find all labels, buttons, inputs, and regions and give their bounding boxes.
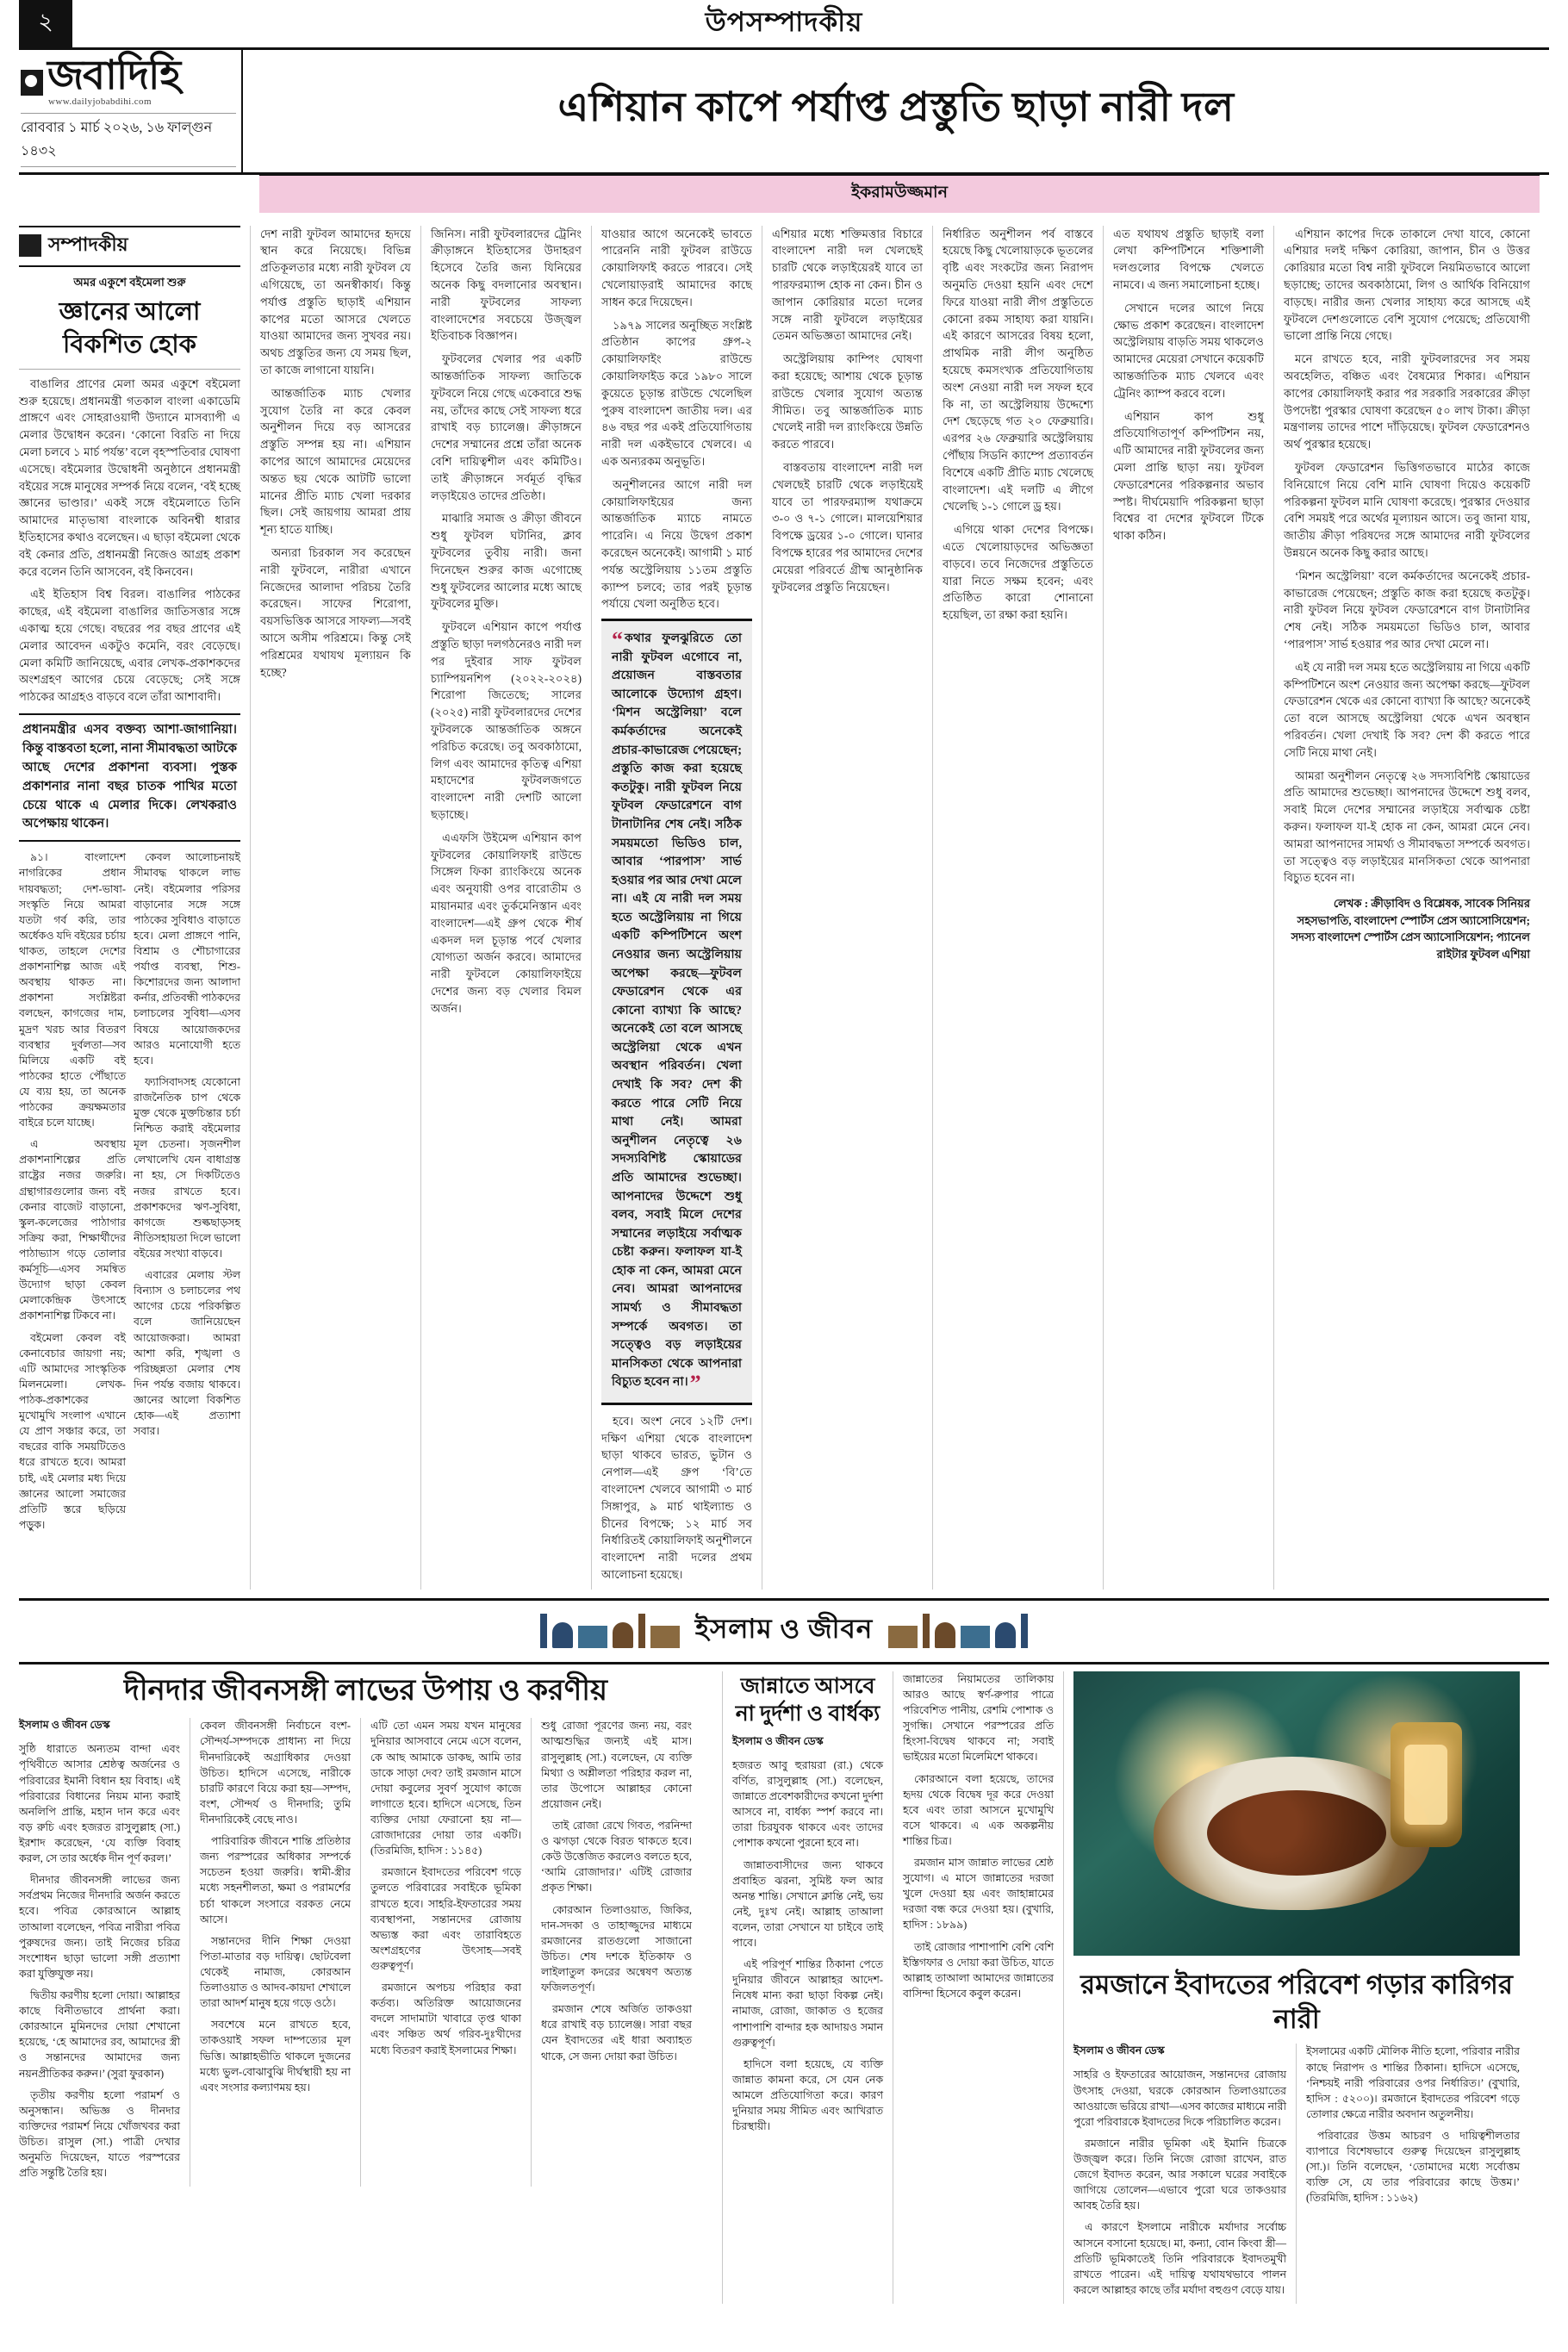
ramadan-photo xyxy=(1073,1671,1520,1956)
islam-paragraph: জান্নাতের নিয়ামতের তালিকায় আরও আছে স্বর্ণ-রুপার পাত্রে পরিবেশিত পানীয়, রেশমি পোশাক ও সুগন্ধি। সেখানে পরস্পরের প্রতি হিংসা-বিদ্বেষ থাকবে না; সবাই ভাইয়ের মতো মিলেমিশে থাকবে। xyxy=(903,1672,1054,1764)
lead-column-7 xyxy=(1273,226,1530,1590)
editorial-subcolumn-left xyxy=(19,849,126,1539)
islam-paragraph: শুধু রোজা পূরণের জন্য নয়, বরং আত্মশুদ্ধির জন্যই এই মাস। রাসুলুল্লাহ (সা.) বলেছেন, যে ব্যক্তি মিথ্যা ও অশ্লীলতা পরিহার করল না, তার উপোসে আল্লাহর কোনো প্রয়োজন নেই। xyxy=(541,1720,692,1810)
lead-paragraph: এশিয়ার মধ্যে শক্তিমত্তার বিচারে বাংলাদেশ নারী দল খেলছেই চারটি থেকে লড়াইয়েরই যাবে তা পারফরম্যান্স হোক না কেন। চীন ও জাপান কোরিয়ার মতো দলের সঙ্গে নারী ফুটবলে লড়াইয়ের তেমন অভিজ্ঞতা আমাদের নেই। xyxy=(772,227,923,343)
lead-column-2 xyxy=(420,226,591,1590)
quote-close-icon: ” xyxy=(689,1371,701,1397)
lead-paragraph: হবে। অংশ নেবে ১২টি দেশ। দক্ষিণ এশিয়া থেকে বাংলাদেশ ছাড়া থাকবে ভারত, ভুটান ও নেপাল—এই গ্রুপ ‘বি’তে বাংলাদেশ খেলবে আগামী ৩ মার্চ সিঙ্গাপুর, ৯ মার্চ থাইল্যান্ড ও চীনের বিপক্ষে; ১২ মার্চ সব নির্ধারিতই কোয়ালিফাই অনুশীলনে বাংলাদেশ নারী দলের প্রথম আলোচনা হয়েছে। xyxy=(601,1414,753,1582)
islam-paragraph: হজরত আবু হুরায়রা (রা.) থেকে বর্ণিত, রাসুলুল্লাহ (সা.) বলেছেন, জান্নাতে প্রবেশকারীদের কখনো দুর্দশা আসবে না, বার্ধক্য স্পর্শ করবে না। তারা চিরযুবক থাকবে এবং তাদের পোশাক কখনো পুরনো হবে না। xyxy=(732,1758,884,1850)
lead-paragraph: যাওয়ার আগে অনেকেই ভাবতে পারেননি নারী ফুটবল রাউডে কোয়ালিফাই করতে পারবে। সেই খেলোয়াড়রাই আমাদের কাছে সাধন করে দিয়েছেন। xyxy=(601,227,752,308)
lead-paragraph: আন্তর্জাতিক ম্যাচ খেলার সুযোগ তৈরি না করে কেবল অনুশীলন দিয়ে বড় আসরের প্রস্তুতি সম্পন্ন হয় না। এশিয়ান কাপের আগে আমাদের মেয়েদের অন্তত ছয় থেকে আটটি ভালো মানের প্রীতি ম্যাচ খেলা দরকার ছিল। সেই জায়গায় আমরা প্রায় শূন্য হাতে যাচ্ছি। xyxy=(260,386,411,537)
editorial-paragraph: এবারের মেলায় স্টল বিন্যাস ও চলাচলের পথ আগের চেয়ে পরিকল্পিত বলে জানিয়েছেন আয়োজকরা। আমরা আশা করি, শৃঙ্খলা ও পরিচ্ছন্নতা মেলার শেষ দিন পর্যন্ত বজায় থাকবে। জ্ঞানের আলো বিকশিত হোক—এই প্রত্যাশা সবার। xyxy=(134,1269,240,1438)
lead-paragraph: এএফসি উইমেন্স এশিয়ান কাপ ফুটবলের কোয়ালিফাই রাউন্ডে সিঙ্গেল ফিকা র‍্যাংকিংয়ে অনেক এবং অনুযায়ী ওপর বারোতীম ও মায়ানমার এবং তুর্কমেনিস্তান এবং বাংলাদেশ—এই গ্রুপ থেকে শীর্ষ একদল দল চূড়ান্ত পর্বে খেলার যোগ্যতা অর্জন করবে। আমাদের নারী ফুটবলে কোয়ালিফাইয়ে দেশের জন্য বড় খেলার বিমল অর্জন। xyxy=(431,831,582,1015)
lead-paragraph: মাঝারি সমাজ ও ক্রীড়া জীবনে শুধু ফুটবল ঘটানির, ক্লাব ফুটবলের তুবীয় নারী। জনা দিনেছেন শুরুর কাজ এগোচ্ছে শুধু ফুটবলের আলোর মধ্যে আছে ফুটবলের মুক্তি। xyxy=(431,512,582,611)
islam-left-headline: দীনদার জীবনসঙ্গী লাভের উপায় ও করণীয় xyxy=(123,1674,608,1707)
byline-spacer xyxy=(19,175,250,221)
editorial-paragraph: কেবল আলোচনায়ই সীমাবদ্ধ থাকলে লাভ নেই। বইমেলার পরিসর বাড়ানোর সঙ্গে সঙ্গে পাঠকের সুবিধাও বাড়াতে হবে। মেলা প্রাঙ্গণে পানি, বিশ্রাম ও শৌচাগারের পর্যাপ্ত ব্যবস্থা, শিশু-কিশোরদের জন্য আলাদা কর্নার, প্রতিবন্ধী পাঠকদের চলাচলের সুবিধা—এসব বিষয়ে আয়োজকদের আরও মনোযোগী হতে হবে। xyxy=(134,851,240,1067)
islam-paragraph: সন্তানদের দীনি শিক্ষা দেওয়া পিতা-মাতার বড় দায়িত্ব। ছোটবেলা থেকেই নামাজ, কোরআন তিলাওয়াত ও আদব-কায়দা শেখালে তারা আদর্শ মানুষ হয়ে গড়ে ওঠে। xyxy=(200,1934,351,2010)
islam-paragraph: পরিবারের উত্তম আচরণ ও দায়িত্বশীলতার ব্যাপারে বিশেষভাবে গুরুত্ব দিয়েছেন রাসুলুল্লাহ (সা.)। তিনি বলেছেন, ‘তোমাদের মধ্যে সর্বোত্তম ব্যক্তি সে, যে তার পরিবারের কাছে উত্তম।’ (তিরমিজি, হাদিস : ১১৬২) xyxy=(1306,2129,1520,2205)
lead-column-6 xyxy=(1103,226,1273,1590)
islam-paragraph: দ্বিতীয় করণীয় হলো দোয়া। আল্লাহর কাছে বিনীতভাবে প্রার্থনা করা। কোরআনে মুমিনদের দোয়া শেখানো হয়েছে, ‘হে আমাদের রব, আমাদের স্ত্রী ও সন্তানদের আমাদের জন্য নয়নপ্রীতিকর করুন।’ (সুরা ফুরকান) xyxy=(19,1988,180,2080)
islam-left-col-2 xyxy=(190,1718,360,2187)
islam-paragraph: তৃতীয় করণীয় হলো পরামর্শ ও অনুসন্ধান। অভিজ্ঞ ও দীনদার ব্যক্তিদের পরামর্শ নিয়ে খোঁজখবর করা উচিত। রাসুল (সা.) পাত্রী দেখার অনুমতি দিয়েছেন, যাতে পরস্পরের প্রতি সন্তুষ্টি তৈরি হয়। xyxy=(19,2088,180,2180)
lead-paragraph: এত যথাযথ প্রস্তুতি ছাড়াই বলা লেখা কম্পিটিশনে শক্তিশালী দলগুলোর বিপক্ষে খেলতে নামবে। এ জন্য সমালোচনা হচ্ছে। xyxy=(1113,227,1264,292)
lead-column-5 xyxy=(932,226,1103,1590)
islam-paragraph: রমজানে অপচয় পরিহার করা কর্তব্য। অতিরিক্ত আয়োজনের বদলে সাদামাটা খাবারে তৃপ্ত থাকা এবং সঞ্চিত অর্থ গরিব-দুঃখীদের মধ্যে বিতরণ করাই ইসলামের শিক্ষা। xyxy=(370,1982,521,2056)
editorial-subcolumns xyxy=(19,849,240,1539)
lead-paragraph: ফুটবল ফেডারেশন ভিত্তিগতভাবে মাঠের কাজে বিনিয়োগে নিয়ে বেশি মানি ঘোষণা দিয়েও কয়েকটি পরিকল্পনা ফুটবল মানি ঘোষণা করেছে। পুরস্কার দেওয়ার বেশি সময়ই পরে অর্থের মূল্যায়ন আসে। তবু জানা যায়, জাতীয় ক্রীড়া পরিষদের সঙ্গে আমাদের নারী ফুটবলের উন্নয়নে অনেক কিছু করার আছে। xyxy=(1284,461,1530,559)
lead-paragraph: জিনিস। নারী ফুটবলারদের ট্রেনিং ক্রীড়াঙ্গনে ইতিহাসের উদাহরণ হিসেবে তৈরি জন্য যিনিয়ের অনেক কিছু বদলানোর অবস্থান। নারী ফুটবলের সাফল্য বাংলাদেশের সবচেয়ে উজ্জ্বল ইতিবাচক বিজ্ঞাপন। xyxy=(431,227,582,343)
lead-paragraph: মনে রাখতে হবে, নারী ফুটবলারদের সব সময় অবহেলিত, বঞ্চিত এবং বৈষম্যের শিকার। এশিয়ান কাপের কোয়ালিফাই করার পর সরকারি সরকারের ক্রীড়া উপদেষ্টা পুরস্কার ঘোষণা করেছেন ৫০ লাখ টাকা। ক্রীড়া মন্ত্রণালয় তাদের পাশে দাঁড়িয়েছে। ফুটবল ফেডারেশনও অর্থ পুরস্কার হয়েছে। xyxy=(1284,352,1530,451)
islam-band-title: ইসলাম ও জীবন xyxy=(694,1614,874,1645)
lead-column-4 xyxy=(762,226,932,1590)
editorial-column xyxy=(19,226,250,1590)
islam-paragraph: রমজানে নারীর ভূমিকা এই ইমানি চিত্রকে উজ্জ্বল করে। তিনি নিজে রোজা রাখেন, রাত জেগে ইবাদত করেন, আর সকালে ঘরের সবাইকে জাগিয়ে তোলেন—এভাবে পুরো ঘরে তাকওয়ার আবহ তৈরি হয়। xyxy=(1073,2137,1286,2212)
lead-paragraph: সেখানে দলের আগে নিয়ে ক্ষোভ প্রকাশ করেছেন। বাংলাদেশ অস্ট্রেলিয়ায় বাড়তি সময় থাকলেও আমাদের মেয়েরা সেখানে কয়েকটি আন্তর্জাতিক ম্যাচ খেলবে এবং ট্রেনিং ক্যাম্প করবে বলে। xyxy=(1113,301,1264,400)
islam-paragraph: কোরআন তিলাওয়াত, জিকির, দান-সদকা ও তাহাজ্জুদের মাধ্যমে রমজানের রাতগুলো সাজানো উচিত। শেষ দশকে ইতিকাফ ও লাইলাতুল কদরের অন্বেষণ অত্যন্ত ফজিলতপূর্ণ। xyxy=(541,1903,692,1994)
islam-paragraph: হাদিসে বলা হয়েছে, যে ব্যক্তি জান্নাত কামনা করে, সে যেন নেক আমলে প্রতিযোগিতা করে। কারণ দুনিয়ার সময় সীমিত এবং আখিরাত চিরস্থায়ী। xyxy=(732,2057,883,2133)
lead-paragraph: অনুশীলনের আগে নারী দল কোয়ালিফাইয়ের জন্য আন্তর্জাতিক ম্যাচে নামতে পারেনি। এ নিয়ে উদ্বেগ প্রকাশ করেছেন অনেকেই। আগামী ১ মার্চ পর্যন্ত অস্ট্রেলিয়ায় ১১তম প্রস্তুতি ক্যাম্প চলবে; তার পরই চূড়ান্ত পর্যায়ে খেলা অনুষ্ঠিত হবে। xyxy=(601,477,752,611)
islam-paragraph: রমজান মাস জান্নাত লাভের শ্রেষ্ঠ সুযোগ। এ মাসে জান্নাতের দরজা খুলে দেওয়া হয় এবং জাহান্নামের দরজা বন্ধ করে দেওয়া হয়। (বুখারি, হাদিস : ১৮৯৯) xyxy=(903,1857,1054,1932)
islam-mid-article-col2 xyxy=(893,1671,1063,2304)
quote-open-icon: “ xyxy=(612,627,623,653)
lead-paragraph: দেশ নারী ফুটবল আমাদের হৃদয়ে স্থান করে নিয়েছে। বিভিন্ন প্রতিকূলতার মধ্যে নারী ফুটবল যে এগিয়েছে, তা অনস্বীকার্য। কিন্তু পর্যাপ্ত প্রস্তুতি ছাড়াই এশিয়ান কাপের মতো আসরে খেলতে যাওয়া আমাদের জন্য সুখবর নয়। অথচ প্রস্তুতির জন্য যে সময় ছিল, তা কাজে লাগানো যায়নি। xyxy=(260,227,411,377)
islam-grid xyxy=(19,1664,1549,2304)
islam-left-col-1 xyxy=(19,1718,190,2187)
islam-left-article xyxy=(19,1671,722,2304)
logo-wordmark: জবাদিহি xyxy=(47,53,181,98)
islam-paragraph: এটি তো এমন সময় যখন মানুষের দুনিয়ার আসবাবে নেমে এসে বলেন, কে আছ আমাকে ডাকছ, আমি তার ডাকে সাড়া দেব? তাই রমজান মাসে দোয়া কবুলের সুবর্ণ সুযোগ কাজে লাগাতে হবে। হাদিসে এসেছে, তিন ব্যক্তির দোয়া ফেরানো হয় না—রোজাদারের দোয়া তার একটি। (তিরমিজি, হাদিস : ১১৪৫) xyxy=(370,1720,521,1857)
masthead-logo[interactable] xyxy=(19,50,241,172)
section-title: উপসম্পাদকীয় xyxy=(705,6,863,37)
logo-website-url[interactable]: www.dailyjobabdihi.com xyxy=(48,96,152,107)
islam-right-col-2 xyxy=(1296,2044,1520,2304)
flag-icon xyxy=(21,70,43,96)
islam-paragraph: সবশেষে মনে রাখতে হবে, তাকওয়াই সফল দাম্পত্যের মূল ভিত্তি। আল্লাহভীতি থাকলে দুজনের মধ্যে ভুল-বোঝাবুঝি দীর্ঘস্থায়ী হয় না এবং সংসার কল্যাণময় হয়। xyxy=(200,2019,351,2094)
editorial-paragraph: ফ্যাসিবাদসহ যেকোনো রাজনৈতিক চাপ থেকে মুক্ত থেকে মুক্তচিন্তার চর্চা নিশ্চিত করাই বইমেলার মূল চেতনা। সৃজনশীল লেখালেখি যেন বাধাগ্রস্ত না হয়, সে দিকটিতেও নজর রাখতে হবে। প্রকাশকদের ঋণ-সুবিধা, কাগজে শুল্কছাড়সহ নীতিসহায়তা দিলে ভালো বইয়ের সংখ্যা বাড়বে। xyxy=(134,1075,240,1260)
editorial-tag-label: সম্পাদকীয় xyxy=(48,233,128,255)
islam-right-headline: রমজানে ইবাদতের পরিবেশ গড়ার কারিগর নারী xyxy=(1080,1969,1513,2035)
lead-paragraph: বাস্তবতায় বাংলাদেশ নারী দল খেলছেই চারটি থেকে লড়াইয়েই যাবে তা পারফরম্যান্স যথাক্রমে ৩-০ ও ৭-১ গোলে। মালয়েশিয়ার বিপক্ষে ড্রয়ের ১-০ গোলে। ঘানার বিপক্ষে হারের পর আমাদের দেশের মেয়েরা পরিবর্তে গ্রীষ্ম আনুষ্ঠানিক ফুটবলের প্রস্তুতি নিয়েছেন। xyxy=(772,461,923,594)
page-number: ২ xyxy=(19,0,72,48)
islam-paragraph: তাই রোজা রেখে গিবত, পরনিন্দা ও ঝগড়া থেকে বিরত থাকতে হবে। কেউ উত্তেজিত করলেও বলতে হবে, ‘আমি রোজাদার।’ এটিই রোজার প্রকৃত শিক্ষা। xyxy=(541,1820,692,1895)
editorial-mark-icon xyxy=(19,234,41,257)
islam-paragraph: সাহরি ও ইফতারের আয়োজন, সন্তানদের রোজায় উৎসাহ দেওয়া, ঘরকে কোরআন তিলাওয়াতের আওয়াজে ভরিয়ে রাখা—এসব কাজের মাধ্যমে নারী পুরো পরিবারকে ইবাদতের দিকে পরিচালিত করেন। xyxy=(1073,2069,1286,2128)
islam-paragraph: দীনদার জীবনসঙ্গী লাভের জন্য সর্বপ্রথম নিজের দীনদারি অর্জন করতে হবে। পবিত্র কোরআনে আল্লাহ তাআলা বলেছেন, পবিত্র নারীরা পবিত্র পুরুষদের জন্য। তাই নিজের চরিত্র সংশোধন ছাড়া ভালো সঙ্গী প্রত্যাশা করা যুক্তিযুক্ত নয়। xyxy=(19,1874,180,1980)
islam-left-desk: ইসলাম ও জীবন ডেস্ক xyxy=(19,1719,110,1732)
islam-paragraph: রমজান শেষে অর্জিত তাকওয়া ধরে রাখাই বড় চ্যালেঞ্জ। সারা বছর যেন ইবাদতের এই ধারা অব্যাহত থাকে, সে জন্য দোয়া করা উচিত। xyxy=(541,2003,692,2063)
editorial-paragraph: ৯১। বাংলাদেশ নাগরিকের প্রধান দায়বদ্ধতা; দেশ-ভাষা-সংস্কৃতি নিয়ে আমরা যতটা গর্ব করি, তার অর্ধেকও যদি বইয়ের চর্চায় থাকত, তাহলে দেশের প্রকাশনাশিল্প আজ এই অবস্থায় থাকত না। প্রকাশনা সংশ্লিষ্টরা বলছেন, কাগজের দাম, মুদ্রণ খরচ আর বিতরণ ব্যবস্থার দুর্বলতা—সব মিলিয়ে একটি বই পাঠকের হাতে পৌঁছাতে যে ব্যয় হয়, তা অনেক পাঠকের ক্রয়ক্ষমতার বাইরে চলে যাচ্ছে। xyxy=(19,851,126,1129)
islam-right-col-1 xyxy=(1073,2044,1296,2304)
lead-column-1 xyxy=(250,226,420,1590)
lead-quote-box xyxy=(601,619,752,1405)
editorial-kicker: অমর একুশে বইমেলা শুরু xyxy=(73,275,186,289)
islam-right-columns xyxy=(1073,2044,1520,2304)
islam-mid-headline: জান্নাতে আসবে না দুর্দশা ও বার্ধক্য xyxy=(735,1674,880,1727)
lead-paragraph: ‘মিশন অস্ট্রেলিয়া’ বলে কর্মকর্তাদের অনেকেই প্রচার-কাভারেজ পেয়েছেন; প্রস্তুতি কাজ করা হয়েছে কতটুকু। নারী ফুটবল নিয়ে ফুটবল ফেডারেশনে বাগ টানাটানির শেষ নেই। সঠিক সময়মতো ভিডিও চাল, আবার ‘পারপাস’ সার্ভ হওয়ার পর আর দেখা মেলে না। xyxy=(1284,569,1530,650)
lead-author-note: লেখক : ক্রীড়াবিদ ও বিশ্লেষক, সাবেক সিনিয়র সহসভাপতি, বাংলাদেশ স্পোর্টস প্রেস অ্যাসোসিয়েশন; সদস্য বাংলাদেশ স্পোর্টস প্রেস অ্যাসোসিয়েশন; প্যানেল রাইটার ফুটবল এশিয়া xyxy=(1291,897,1530,961)
logo-mark xyxy=(21,53,236,98)
islam-left-columns xyxy=(19,1718,712,2187)
lead-paragraph: নির্ধারিত অনুশীলন পর্ব বাস্তবে হয়েছে কিছু খেলোয়াড়কে ভূতলের বৃষ্টি এবং সংকটের জন্য নিরাপদ অনুমতি দেওয়া হয়নি এবং দেশে ফিরে যাওয়া নারী লীগ প্রস্তুতিতে কোনো রকম সাহায্য করা যায়নি। এই কারণে আসরের বিষয় হলো, প্রাথমিক নারী লীগ অনুষ্ঠিত হয়েছে কমসংখ্যক প্রতিযোগিতায় অংশ নেওয়া নারী দল সফল হবে কি না, তা অস্ট্রেলিয়ায় উদ্দেশ্যে দেশ ছেড়েছে গত ২০ ফেব্রুয়ারি। এরপর ২৬ ফেব্রুয়ারি অস্ট্রেলিয়ায় পৌঁছায় সিডনি ক্যাম্পে প্রত্যাবর্তন বিশেষে একটি প্রীতি ম্যাচ খেলেছে বাংলাদেশ। এই দলটি এ লীগে খেলেছি ১-১ গোলে ড্র হয়। xyxy=(943,227,1093,513)
lead-paragraph: এই যে নারী দল সময় হতে অস্ট্রেলিয়ায় না গিয়ে একটি কম্পিটিশনে অংশ নেওয়ার জন্য অপেক্ষা করছে—ফুটবল ফেডারেশন থেকে এর কোনো ব্যাখ্যা কি আছে? অনেকেই তো বলে আসছে অস্ট্রেলিয়া থেকে এখন অবস্থান পরিবর্তন। খেলা দেখাই কি সব? দেশ কী করতে পারে সেটি নিয়ে মাথা নেই। xyxy=(1284,660,1530,759)
lead-paragraph: এশিয়ান কাপের দিকে তাকালে দেখা যাবে, কোনো এশিয়ার দলই দক্ষিণ কোরিয়া, জাপান, চীন ও উত্তর কোরিয়ার মতো বিশ্ব নারী ফুটবলে নিয়মিতভাবে আলো ছড়াচ্ছে; তাদের অবকাঠামো, লিগ ও আর্থিক বিনিয়োগ বাড়ছে। নারীর জন্য খেলার সাহায্য করে আসছে এই ফুটবলে দেশগুলোতে বেশি সুযোগ পেয়েছে; প্রতিযোগী ভালো প্রান্তি নিয়ে গেছে। xyxy=(1284,227,1530,343)
islam-paragraph: তাই রোজার পাশাপাশি বেশি বেশি ইস্তিগফার ও দোয়া করা উচিত, যাতে আল্লাহ তাআলা আমাদের জান্নাতের বাসিন্দা হিসেবে কবুল করেন। xyxy=(903,1940,1054,2000)
islam-paragraph: রমজানে ইবাদতের পরিবেশ গড়ে তুলতে পরিবারের সবাইকে ভূমিকা রাখতে হবে। সাহরি-ইফতারের সময় ব্যবস্থাপনা, সন্তানদের রোজায় অভ্যস্ত করা এবং তারাবিহতে অংশগ্রহণের উৎসাহ—সবই গুরুত্বপূর্ণ। xyxy=(370,1866,521,1972)
lead-paragraph: আমরা অনুশীলন নেতৃত্বে ২৬ সদস্যবিশিষ্ট স্কোয়াডের প্রতি আমাদের শুভেচ্ছা। আপনাদের উদ্দেশে শুধু বলব, সবাই মিলে দেশের সম্মানের লড়াইয়ে সর্বাত্মক চেষ্টা করুন। ফলাফল যা-ই হোক না কেন, আমরা মেনে নেব। আমরা আপনাদের সামর্থ্য ও সীমাবদ্ধতা সম্পর্কে অবগত। তা সত্ত্বেও বড় লড়াইয়ের মানসিকতা থেকে আপনারা বিচ্যুত হবেন না। xyxy=(1284,768,1530,885)
lead-quote-text: “ কথার ফুলঝুরিতে তো নারী ফুটবল এগোবে না, প্রয়োজন বাস্তবতার আলোকে উদ্যোগ গ্রহণ। ‘মিশন অস্ট্রেলিয়া’ বলে কর্মকর্তাদের অনেকেই প্রচার-কাভারেজ পেয়েছেন; প্রস্তুতি কাজ করা হয়েছে কতটুকু। নারী ফুটবল নিয়ে ফুটবল ফেডারেশনে বাগ টানাটানির শেষ নেই। সঠিক সময়মতো ভিডিও চাল, আবার ‘পারপাস’ সার্ভ হওয়ার পর আর দেখা মেলে না। এই যে নারী দল সময় হতে অস্ট্রেলিয়ায় না গিয়ে একটি কম্পিটিশনে অংশ নেওয়ার জন্য অস্ট্রেলিয়ায় অপেক্ষা করছে—ফুটবল ফেডারেশন থেকে এর কোনো ব্যাখ্যা কি আছে? অনেকেই তো বলে আসছে অস্ট্রেলিয়া থেকে এখন অবস্থান পরিবর্তন। খেলা দেখাই কি সব? দেশ কী করতে পারে সেটি নিয়ে মাথা নেই। আমরা অনুশীলন নেতৃত্বে ২৬ সদস্যবিশিষ্ট স্কোয়াডের প্রতি আমাদের শুভেচ্ছা। আপনাদের উদ্দেশে শুধু বলব, সবাই মিলে দেশের সম্মানের লড়াইয়ে সর্বাত্মক চেষ্টা করুন। ফলাফল যা-ই হোক না কেন, আমরা মেনে নেব। আমরা আপনাদের সামর্থ্য ও সীমাবদ্ধতা সম্পর্কে অবগত। তা সত্ত্বেও বড় লড়াইয়ের মানসিকতা থেকে আপনারা বিচ্যুত হবেন না।” xyxy=(612,627,742,1397)
editorial-subcolumn-right xyxy=(134,849,240,1539)
lead-paragraph: অন্যরা চিরকাল সব করেছেন নারী ফুটবলে, নারীরা এখানে নিজেদের আলাদা পরিচয় তৈরি করেছেন। সাফের শিরোপা, বয়সভিত্তিক আসরে সাফল্য—সবই আসে অসীম পরিশ্রমে। কিন্তু সেই পরিশ্রমের যথাযথ মূল্যায়ন কি হচ্ছে? xyxy=(260,545,412,679)
islam-paragraph: ইসলামের একটি মৌলিক নীতি হলো, পরিবার নারীর কাছে নিরাপদ ও শান্তির ঠিকানা। হাদিসে এসেছে, ‘নিশ্চয়ই নারী পরিবারের ওপর নির্ধারিত।’ (বুখারি, হাদিস : ৫২০০)। রমজানে ইবাদতের পরিবেশ গড়ে তোলার ক্ষেত্রে নারীর অবদান অতুলনীয়। xyxy=(1306,2045,1520,2120)
main-body-grid xyxy=(19,221,1549,1590)
editorial-paragraph: এ অবস্থায় প্রকাশনাশিল্পের প্রতি রাষ্ট্রের নজর জরুরি। গ্রন্থাগারগুলোর জন্য বই কেনার বাজেট বাড়ানো, স্কুল-কলেজের পাঠাগার সক্রিয় করা, শিক্ষার্থীদের পাঠাভ্যাস গড়ে তোলার কর্মসূচি—এসব সমন্বিত উদ্যোগ ছাড়া কেবল মেলাকেন্দ্রিক উৎসাহে প্রকাশনাশিল্প টিকবে না। xyxy=(19,1138,126,1322)
lead-paragraph: ১৯৭৯ সালের অনুচ্ছিত সংশ্লিষ্ট প্রতিষ্ঠান কাপের গ্রুপ-২ কোয়ালিফাইং রাউন্ডে কোয়ালিফাইড করে ১৯৮০ সালে কুয়েতে চূড়ান্ত রাউন্ডে খেলেছিল পুরুষ বাংলাদেশ জাতীয় দল। এর ৪৬ বছর পর একই প্রতিযোগিতায় নারী দল একইভাবে খেলবে। এ এক অন্যরকম অনুভূতি। xyxy=(601,318,752,468)
islam-right-article xyxy=(1063,1671,1520,2304)
lead-paragraph: এশিয়ান কাপ শুধু প্রতিযোগিতাপূর্ণ কম্পিটিশন নয়, এটি আমাদের নারী ফুটবলের জন্য মেলা প্রান্তি ছাড়া নয়। ফুটবল ফেডারেশনের পরিকল্পনার অভাব স্পষ্ট। দীর্ঘমেয়াদি পরিকল্পনা ছাড়া বিশ্বের বা দেশের ফুটবলে টিকে থাকা কঠিন। xyxy=(1113,409,1264,543)
lead-paragraph: ফুটবলে এশিয়ান কাপে পর্যাপ্ত প্রস্তুতি ছাড়া দলগঠনেরও নারী দল পর দুইবার সাফ ফুটবল চ্যাম্পিয়নশিপ (২০২২-২০২৪) শিরোপা জিতেছে; সালের (২০২৫) নারী ফুটবলারদের দেশের ফুটবলকে আন্তর্জাতিক অঙ্গনে পরিচিত করেছে। তবু অবকাঠামো, লিগ এবং আমাদের কৃতিত্ব এশিয়া মহাদেশের ফুটবলজগতে বাংলাদেশ নারী দেশটি আলো ছড়াচ্ছে। xyxy=(431,620,582,821)
islam-left-col-4 xyxy=(531,1718,701,2187)
islam-paragraph: এই পরিপূর্ণ শান্তির ঠিকানা পেতে দুনিয়ার জীবনে আল্লাহর আদেশ-নিষেধ মান্য করা ছাড়া বিকল্প নেই। নামাজ, রোজা, জাকাত ও হজের পাশাপাশি বান্দার হক আদায়ও সমান গুরুত্বপূর্ণ। xyxy=(732,1958,883,2049)
masthead-row xyxy=(19,50,1549,175)
islam-paragraph: সুষ্ঠি ধারাতে অন্যতম বান্দা এবং পৃথিবীতে আসার শ্রেষ্ঠত্ব অর্জনের ও পরিবারের ইমানী বিধান হয় বিবাহ। এই পরিবারের বিধানের নিয়ম মান্য করাই অনলিপি প্রান্তি, মহান দান করে এবং বড় রুচি এবং হজরত রাসুলুল্লাহ (সা.) ইরশাদ করেছেন, ‘যে ব্যক্তি বিবাহ করল, সে তার অর্ধেক দীন পূর্ণ করল।’ xyxy=(19,1743,180,1865)
lead-paragraph: অস্ট্রেলিয়ায় কাম্পিং ঘোষণা করা হয়েছে; আশায় থেকে চূড়ান্ত রাউন্ডে খেলার সুযোগ অত্যন্ত সীমিত। তবু আন্তর্জাতিক ম্যাচ খেলেই নারী দল র‍্যাংকিংয়ে উন্নতি করতে পারবে। xyxy=(772,352,923,451)
editorial-title: জ্ঞানের আলো বিকশিত হোক xyxy=(19,293,240,369)
islam-paragraph: কেবল জীবনসঙ্গী নির্বাচনে বংশ-সৌন্দর্য-সম্পদকে প্রাধান্য না দিয়ে দীনদারিকেই অগ্রাধিকার দেওয়া উচিত। হাদিসে এসেছে, নারীকে চারটি কারণে বিয়ে করা হয়—সম্পদ, বংশ, সৌন্দর্য ও দীনদারি; তুমি দীনদারিকেই বেছে নাও। xyxy=(200,1720,351,1826)
islam-right-desk: ইসলাম ও জীবন ডেস্ক xyxy=(1073,2044,1165,2057)
islam-paragraph: কোরআনে বলা হয়েছে, তাদের হৃদয় থেকে বিদ্বেষ দূর করে দেওয়া হবে এবং তারা আসনে মুখোমুখি বসে থাকবে। এ এক অকল্পনীয় শান্তির চিত্র। xyxy=(903,1772,1054,1847)
islam-left-col-3 xyxy=(360,1718,531,2187)
page-top-strip xyxy=(19,0,1549,50)
mosque-left-icon xyxy=(540,1614,680,1648)
islam-mid-article xyxy=(722,1671,893,2304)
lead-headline: এশিয়ান কাপে পর্যাপ্ত প্রস্তুতি ছাড়া নারী দল xyxy=(557,85,1235,131)
islam-mid-desk: ইসলাম ও জীবন ডেস্ক xyxy=(732,1734,824,1747)
editorial-paragraph: এই ইতিহাস বিশ্ব বিরল। বাঙালির পাঠকের কাছের, এই বইমেলা বাঙালির জাতিসত্তার সঙ্গে একাত্ম হয়ে গেছে। বছরের পর বছর প্রাণের এই মেলার আবেদন একটুও কমেনি, বরং বেড়েছে। মেলা কমিটি জানিয়েছে, এবার লেখক-প্রকাশকদের অংশগ্রহণ আগের চেয়ে বেড়েছে; সেই সঙ্গে পাঠকের আগ্রহও বাড়বে বলে তাঁরা আশাবাদী। xyxy=(19,588,240,704)
islam-section-band xyxy=(19,1601,1549,1664)
lead-headline-block xyxy=(241,50,1549,172)
lead-paragraph: এগিয়ে থাকা দেশের বিপক্ষে। এতে খেলোয়াড়দের অভিজ্ঞতা বাড়বে। তবে নিজেদের প্রস্তুতিতে যারা নিতে সক্ষম হবেন; এবং প্রতিষ্ঠিত কারো শোনানো হয়েছিল, তা রক্ষা করা হয়নি। xyxy=(943,523,1093,622)
islam-paragraph: পারিবারিক জীবনে শান্তি প্রতিষ্ঠার জন্য পরস্পরের অধিকার সম্পর্কে সচেতন হওয়া জরুরি। স্বামী-স্ত্রীর মধ্যে সহনশীলতা, ক্ষমা ও পরামর্শের চর্চা থাকলে সংসারে বরকত নেমে আসে। xyxy=(200,1835,351,1926)
editorial-paragraph: বাঙালির প্রাণের মেলা অমর একুশে বইমেলা শুরু হয়েছে। প্রধানমন্ত্রী গতকাল বাংলা একাডেমি প্রাঙ্গণে এবং সোহরাওয়ার্দী উদ্যানে মাসব্যাপী এ মেলার উদ্বোধন করেন। ‘কোনো বিরতি না দিয়ে মেলা চলবে ১ মার্চ পর্যন্ত’ বলে বৃহস্পতিবার ঘোষণা এসেছে। বইমেলার উদ্বোধনী অনুষ্ঠানে প্রধানমন্ত্রী বইয়ের সঙ্গে মানুষের সম্পর্ক নিয়ে বলেন, ‘বই হচ্ছে জ্ঞানের ভাণ্ডার।’ একই সঙ্গে বইমেলাতে তিনি আমাদের মাতৃভাষা বাংলাকে অবিনশ্বী ধারার ইতিহাসের কথাও বলেছেন। এ ছাড়া বইমেলা থেকে বই কেনার প্রতি, প্রধানমন্ত্রী নিজেও আগ্রহ প্রকাশ করে বলেন তিনি আসবেন, বই কিনবেন। xyxy=(19,376,240,578)
lead-paragraph: ফুটবলের খেলার পর একটি আন্তর্জাতিক সাফল্য জাতিকে ফুটবলে নিয়ে গেছে একেবারে শুদ্ধ নয়, তাঁদের কাছে সেই সাফল্য ধরে রাখাই বড় চ্যালেঞ্জ। ক্রীড়াঙ্গনে দেশের সম্মানের প্রশ্নে তাঁরা অনেক বেশি দায়িত্বশীল এবং কমিটিও। তাই ক্রীড়াঙ্গনে সর্বমূর্ত বৃদ্ধির লড়াইয়েও তাদের প্রতিষ্ঠা। xyxy=(431,352,582,502)
lead-byline: ইকরামউজ্জমান xyxy=(259,175,1540,213)
mosque-right-icon xyxy=(888,1614,1028,1648)
byline-wrapper xyxy=(250,175,1549,221)
islam-paragraph: এ কারণে ইসলামে নারীকে মর্যাদার সর্বোচ্চ আসনে বসানো হয়েছে। মা, কন্যা, বোন কিংবা স্ত্রী—প্রতিটি ভূমিকাতেই তিনি পরিবারকে ইবাদতমুখী রাখতে পারেন। এই দায়িত্ব যথাযথভাবে পালন করলে আল্লাহর কাছে তাঁর মর্যাদা বহুগুণ বেড়ে যায়। xyxy=(1073,2221,1286,2296)
islam-paragraph: জান্নাতবাসীদের জন্য থাকবে প্রবাহিত ঝরনা, সুমিষ্ট ফল আর অনন্ত শান্তি। সেখানে ক্লান্তি নেই, ভয় নেই, দুঃখ নেই। আল্লাহ তাআলা বলেন, তারা সেখানে যা চাইবে তাই পাবে। xyxy=(732,1858,883,1950)
editorial-pull-quote: প্রধানমন্ত্রীর এসব বক্তব্য আশা-জাগানিয়া। কিন্তু বাস্তবতা হলো, নানা সীমাবদ্ধতা আটকে আছে দেশের প্রকাশনা ব্যবসা। পুস্তক প্রকাশনার নানা বছর চাতক পাখির মতো চেয়ে থাকে এ মেলার দিকে। লেখকরাও অপেক্ষায় থাকেন। xyxy=(19,713,240,842)
lead-column-3 xyxy=(591,226,762,1590)
publication-date: রোববার ১ মার্চ ২০২৬, ১৬ ফাল্গুন ১৪৩২ xyxy=(21,113,236,167)
editorial-paragraph: বইমেলা কেবল বই কেনাবেচার জায়গা নয়; এটি আমাদের সাংস্কৃতিক মিলনমেলা। লেখক-পাঠক-প্রকাশকের মুখোমুখি সংলাপ এখানে যে প্রাণ সঞ্চার করে, তা বছরের বাকি সময়টিতেও ধরে রাখতে হবে। আমরা চাই, এই মেলার মধ্য দিয়ে জ্ঞানের আলো সমাজের প্রতিটি স্তরে ছড়িয়ে পড়ুক। xyxy=(19,1331,126,1531)
editorial-tag xyxy=(19,226,240,267)
